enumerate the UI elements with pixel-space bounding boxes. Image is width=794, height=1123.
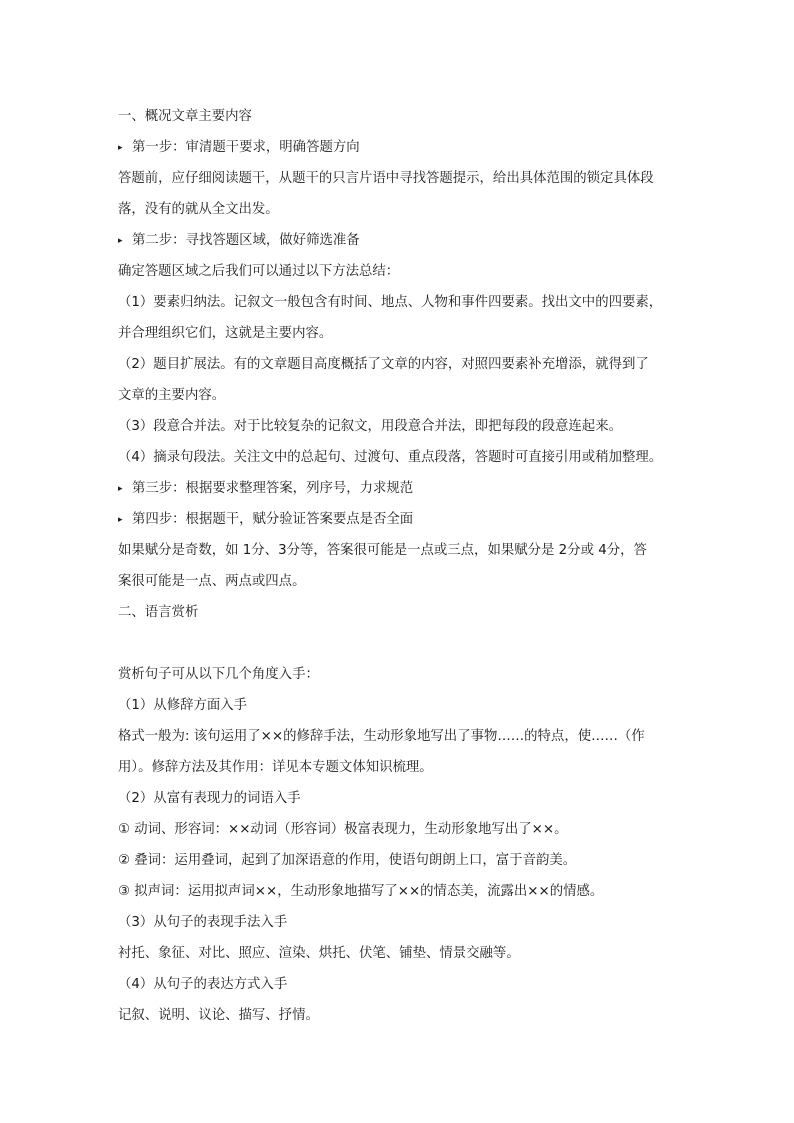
angle-2-item-2: ② 叠词：运用叠词，起到了加深语意的作用，使语句朗朗上口，富于音韵美。 (118, 853, 577, 868)
angle-3-text: 衬托、象征、对比、照应、渲染、烘托、伏笔、铺垫、情景交融等。 (118, 946, 520, 961)
step-4-text-line-1: 如果赋分是奇数，如 1分、3分等，答案很可能是一点或三点，如果赋分是 2分或 4分，答 (118, 543, 647, 558)
section-1-title: 一、概况文章主要内容 (118, 109, 252, 124)
section-2-title: 二、语言赏析 (118, 605, 199, 620)
method-3: （3）段意合并法。对于比较复杂的记叙文，用段意合并法，即把每段的段意连起来。 (118, 419, 622, 434)
step-2-intro: 确定答题区域之后我们可以通过以下方法总结： (118, 264, 400, 279)
step-1-heading (118, 132, 684, 163)
step-3-label: 第三步：根据要求整理答案，列序号，力求规范 (132, 481, 414, 496)
angle-1-line-1: 格式一般为: 该句运用了××的修辞手法，生动形象地写出了事物……的特点，使……（作 (118, 729, 645, 744)
section-2-intro: 赏析句子可从以下几个角度入手： (118, 667, 319, 682)
method-1-line-2: 并合理组织它们，这就是主要内容。 (118, 326, 333, 341)
triangle-bullet-icon: ▸ (118, 236, 123, 246)
method-2-line-1: （2）题目扩展法。有的文章题目高度概括了文章的内容，对照四要素补充增添，就得到了 (118, 357, 649, 372)
step-1-text-line-2: 落，没有的就从全文出发。 (118, 202, 279, 217)
method-1-line-1: （1）要素归纳法。记叙文一般包含有时间、地点、人物和事件四要素。找出文中的四要素， (118, 295, 663, 310)
step-2-label: 第二步：寻找答题区域，做好筛选准备 (132, 233, 360, 248)
angle-1-title: （1）从修辞方面入手 (118, 698, 248, 713)
angle-4-text: 记叙、说明、议论、描写、抒情。 (118, 1008, 319, 1023)
angle-2-title: （2）从富有表现力的词语入手 (118, 791, 301, 806)
step-2-heading (118, 225, 684, 256)
angle-2-item-1: ① 动词、形容词：××动词（形容词）极富表现力，生动形象地写出了××。 (118, 822, 568, 837)
step-4-text-line-2: 案很可能是一点、两点或四点。 (118, 574, 306, 589)
step-4-label: 第四步：根据题干，赋分验证答案要点是否全面 (132, 512, 414, 527)
angle-4-title: （4）从句子的表达方式入手 (118, 977, 288, 992)
step-1-label: 第一步：审清题干要求，明确答题方向 (132, 140, 360, 155)
triangle-bullet-icon: ▸ (118, 143, 123, 153)
angle-2-item-3: ③ 拟声词：运用拟声词××，生动形象地描写了××的情态美，流露出××的情感。 (118, 884, 604, 899)
triangle-bullet-icon: ▸ (118, 484, 123, 494)
step-3-heading (118, 473, 684, 504)
method-4: （4）摘录句段法。关注文中的总起句、过渡句、重点段落，答题时可直接引用或稍加整理。 (118, 450, 663, 465)
angle-3-title: （3）从句子的表现手法入手 (118, 915, 288, 930)
step-1-text-line-1: 答题前，应仔细阅读题干，从题干的只言片语中寻找答题提示，给出具体范围的锁定具体段 (118, 171, 654, 186)
method-2-line-2: 文章的主要内容。 (118, 388, 226, 403)
step-4-heading (118, 504, 684, 535)
angle-1-line-2: 用）。修辞方法及其作用：详见本专题文体知识梳理。 (118, 760, 433, 775)
blank-line (118, 628, 684, 659)
triangle-bullet-icon: ▸ (118, 515, 123, 525)
document-body (118, 101, 684, 1031)
